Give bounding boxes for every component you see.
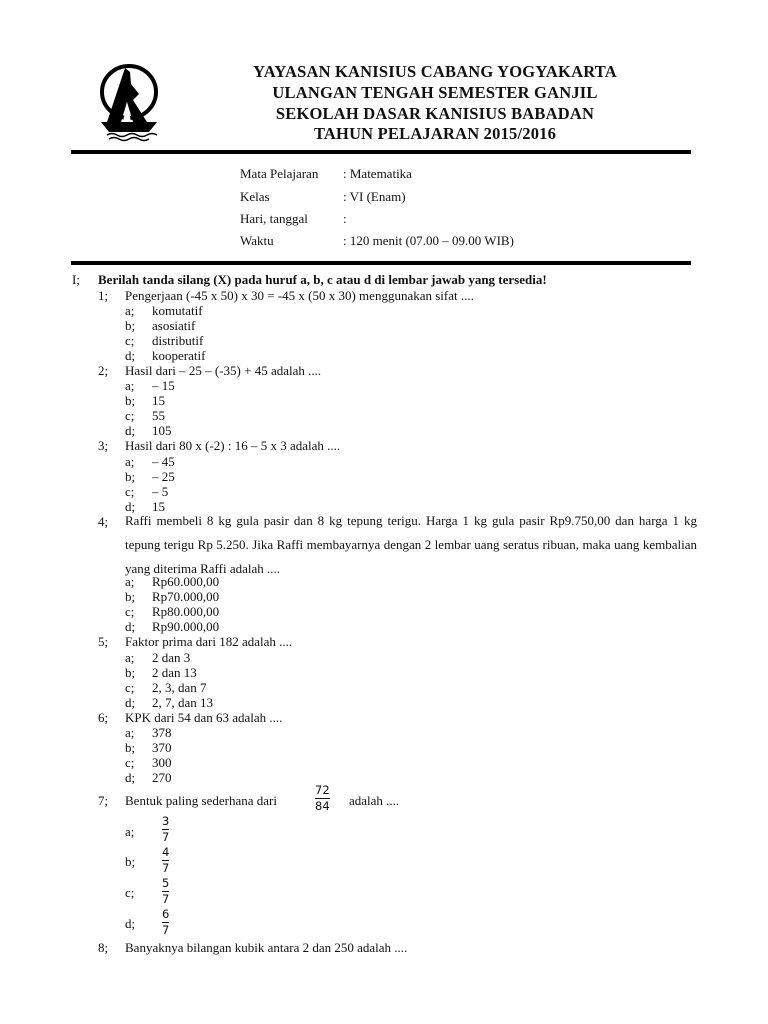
option-value: Rp60.000,00 [152,574,220,589]
question-number: 1; [98,288,109,303]
option-value: Rp80.000,00 [152,604,220,619]
info-label-class: Kelas [240,189,270,204]
fraction-numerator: 6 [162,907,170,921]
option-value: 370 [152,740,172,755]
question-text: Banyaknya bilangan kubik antara 2 dan 250 adalah .... [125,940,408,955]
kanisius-logo-icon [97,62,161,144]
option-fraction [162,846,169,875]
question-number: 2; [98,363,109,378]
option-value: 300 [152,755,172,770]
info-label-time: Waktu [240,233,274,248]
option-value: 2 dan 3 [152,650,191,665]
option-label: d; [125,619,136,634]
option-label: b; [125,854,136,869]
option-value: 2, 7, dan 13 [152,695,214,710]
option-label: a; [125,824,135,839]
fraction-denominator: 84 [315,799,330,813]
option-label: d; [125,916,136,931]
option-value: 378 [152,725,172,740]
school-name: SEKOLAH DASAR KANISIUS BABADAN [275,104,595,123]
option-value: 105 [152,423,172,438]
option-label: c; [125,680,135,695]
option-label: d; [125,423,136,438]
option-fraction [162,877,169,906]
option-label: a; [125,725,135,740]
option-value: 15 [152,393,165,408]
option-label: b; [125,393,136,408]
header-divider-bottom [71,261,691,265]
fraction-denominator: 7 [162,923,170,937]
option-label: a; [125,454,135,469]
fraction-numerator: 4 [162,845,170,859]
option-value: – 45 [152,454,175,469]
question-number: 3; [98,438,109,453]
option-label: d; [125,499,136,514]
section-number: I; [72,272,80,287]
option-value: – 15 [152,378,175,393]
question-number: 5; [98,634,109,649]
option-label: b; [125,665,136,680]
option-label: d; [125,348,136,363]
option-value: kooperatif [152,348,206,363]
header-divider-top [71,150,691,154]
option-label: b; [125,469,136,484]
option-label: d; [125,770,136,785]
info-value-subject: : Matematika [343,166,412,181]
question-number: 7; [98,793,109,808]
question-text: Pengerjaan (-45 x 50) x 30 = -45 x (50 x 30) menggunakan sifat .... [125,288,474,303]
option-label: c; [125,755,135,770]
fraction-denominator: 7 [162,830,170,844]
foundation-name: YAYASAN KANISIUS CABANG YOGYAKARTA [253,62,617,81]
question-number: 4; [98,514,109,529]
option-label: c; [125,333,135,348]
option-label: c; [125,885,135,900]
option-value: distributif [152,333,204,348]
question-text: Faktor prima dari 182 adalah .... [125,634,293,649]
option-fraction [162,908,169,937]
option-value: komutatif [152,303,203,318]
question-text: KPK dari 54 dan 63 adalah .... [125,710,283,725]
option-value: Rp90.000,00 [152,619,220,634]
option-label: a; [125,378,135,393]
option-label: b; [125,740,136,755]
question-number: 8; [98,940,109,955]
fraction-numerator: 5 [162,876,170,890]
fraction-numerator: 3 [162,814,170,828]
option-value: 2, 3, dan 7 [152,680,207,695]
option-value: asosiatif [152,318,196,333]
academic-year: TAHUN PELAJARAN 2015/2016 [313,124,557,143]
option-label: a; [125,650,135,665]
info-value-time: : 120 menit (07.00 – 09.00 WIB) [343,233,514,248]
info-value-date: : [343,211,347,226]
option-label: b; [125,318,136,333]
option-label: a; [125,574,135,589]
info-label-subject: Mata Pelajaran [240,166,319,181]
question-text: Bentuk paling sederhana dari [125,793,277,808]
option-value: – 5 [152,484,169,499]
option-label: a; [125,303,135,318]
question-text: Hasil dari – 25 – (-35) + 45 adalah .... [125,363,322,378]
option-label: c; [125,604,135,619]
question-text: Raffi membeli 8 kg gula pasir dan 8 kg tepung terigu. Harga 1 kg gula pasir Rp9.750,00 dan harga 1 kg tepung terigu Rp 5.250. Jika Raffi membayarnya dengan 2 lembar uang seratus ribuan, maka uang kembalian yang diterima Raffi adalah .... [125,513,697,576]
option-value: Rp70.000,00 [152,589,220,604]
section-instruction: Berilah tanda silang (X) pada huruf a, b, c atau d di lembar jawab yang tersedia! [98,272,547,287]
exam-name: ULANGAN TENGAH SEMESTER GANJIL [272,83,598,102]
option-value: 15 [152,499,165,514]
fraction-denominator: 7 [162,861,170,875]
option-value: 55 [152,408,165,423]
option-fraction [162,815,169,844]
option-label: b; [125,589,136,604]
fraction-numerator: 72 [315,783,330,797]
option-label: d; [125,695,136,710]
option-value: – 25 [152,469,175,484]
question-number: 6; [98,710,109,725]
option-value: 270 [152,770,172,785]
option-value: 2 dan 13 [152,665,197,680]
question-text-suffix: adalah .... [349,793,400,808]
question-fraction [315,784,330,813]
info-value-class: : VI (Enam) [343,189,406,204]
info-label-date: Hari, tanggal [240,211,308,226]
question-text: Hasil dari 80 x (-2) : 16 – 5 x 3 adalah .... [125,438,341,453]
option-label: c; [125,484,135,499]
fraction-denominator: 7 [162,892,170,906]
option-label: c; [125,408,135,423]
